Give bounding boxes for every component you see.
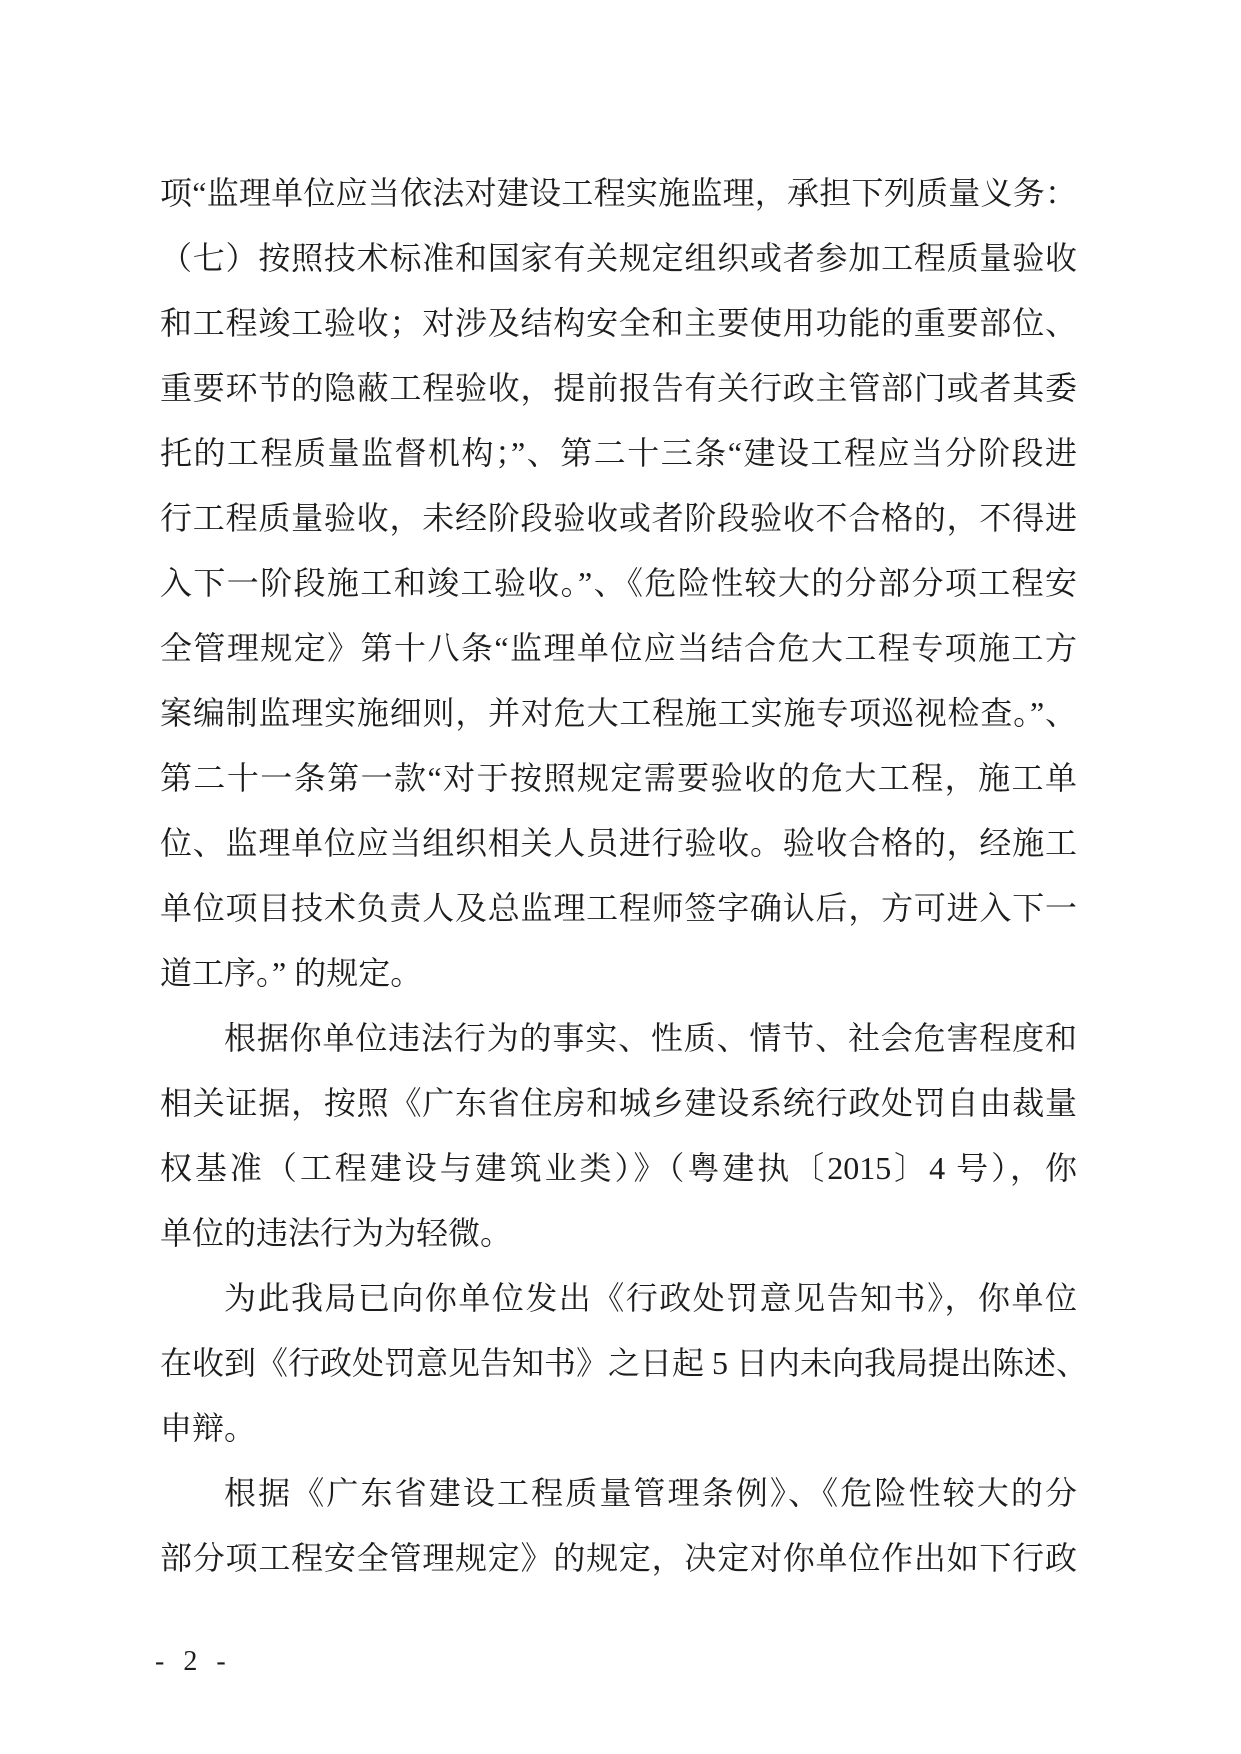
text-line: 为此我局已向你单位发出《行政处罚意见告知书》，你单位: [224, 1280, 1077, 1316]
text-line: 权基准（工程建设与建筑业类）》（粤建执〔2015〕4 号），你: [160, 1150, 1077, 1186]
text-line: 和工程竣工验收；对涉及结构安全和主要使用功能的重要部位、: [160, 305, 1077, 341]
text-line: 入下一阶段施工和竣工验收。”、《危险性较大的分部分项工程安: [160, 565, 1077, 601]
text-line: 部分项工程安全管理规定》的规定，决定对你单位作出如下行政: [160, 1540, 1077, 1576]
text-line: 申辩。: [160, 1410, 257, 1446]
text-line: 重要环节的隐蔽工程验收，提前报告有关行政主管部门或者其委: [160, 370, 1077, 406]
text-line: 全管理规定》第十八条“监理单位应当结合危大工程专项施工方: [160, 630, 1077, 666]
text-line: 第二十一条第一款“对于按照规定需要验收的危大工程，施工单: [160, 760, 1077, 796]
text-line: 位、监理单位应当组织相关人员进行验收。验收合格的，经施工: [160, 825, 1077, 861]
text-line: 根据《广东省建设工程质量管理条例》、《危险性较大的分: [224, 1475, 1077, 1511]
text-line: 根据你单位违法行为的事实、性质、情节、社会危害程度和: [224, 1020, 1077, 1056]
text-line: （七）按照技术标准和国家有关规定组织或者参加工程质量验收: [160, 240, 1077, 276]
text-line: 道工序。” 的规定。: [160, 955, 423, 991]
text-line: 托的工程质量监督机构；”、第二十三条“建设工程应当分阶段进: [160, 435, 1077, 471]
text-line: 在收到《行政处罚意见告知书》之日起 5 日内未向我局提出陈述、: [160, 1345, 1089, 1381]
text-line: 案编制监理实施细则，并对危大工程施工实施专项巡视检查。”、: [160, 695, 1077, 731]
document-body-text: [160, 161, 1089, 1591]
text-line: 项“监理单位应当依法对建设工程实施监理，承担下列质量义务：: [160, 175, 1077, 211]
text-line: 行工程质量验收，未经阶段验收或者阶段验收不合格的，不得进: [160, 500, 1077, 536]
text-line: 单位项目技术负责人及总监理工程师签字确认后，方可进入下一: [160, 890, 1077, 926]
text-line: 相关证据，按照《广东省住房和城乡建设系统行政处罚自由裁量: [160, 1085, 1077, 1121]
page-number: - 2 -: [155, 1646, 232, 1677]
text-line: 单位的违法行为为轻微。: [160, 1215, 513, 1251]
